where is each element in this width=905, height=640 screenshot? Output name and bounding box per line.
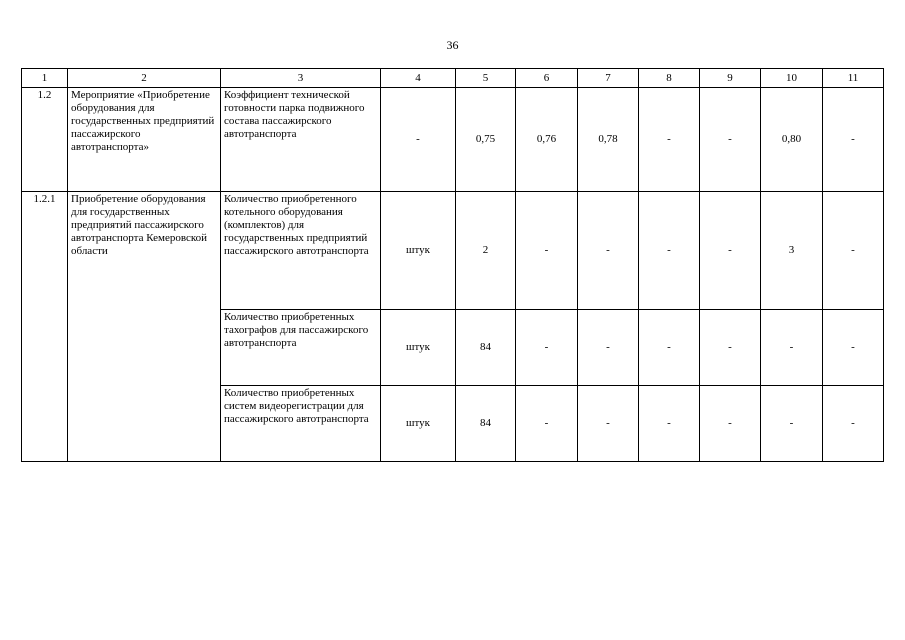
table-row: [22, 192, 884, 310]
header-row: [22, 69, 884, 88]
header-cell: 9: [700, 69, 761, 88]
value-cell: -: [823, 88, 884, 192]
value-cell: 0,78: [578, 88, 639, 192]
value-cell: -: [578, 386, 639, 462]
indicator-name: Количество приобретенных тахографов для пассажирского автотранспорта: [221, 310, 381, 386]
measure-name: Приобретение оборудования для государственных предприятий пассажирского автотранспорта Кемеровской области: [68, 192, 221, 462]
value-cell: -: [639, 310, 700, 386]
unit-cell: штук: [381, 386, 456, 462]
unit-cell: штук: [381, 192, 456, 310]
value-cell: -: [578, 310, 639, 386]
header-cell: 6: [516, 69, 578, 88]
indicator-name: Количество приобретенных систем видеорегистрации для пассажирского автотранспорта: [221, 386, 381, 462]
page-number: 36: [446, 38, 459, 52]
value-cell: -: [639, 192, 700, 310]
value-cell: -: [761, 386, 823, 462]
value-cell: -: [639, 88, 700, 192]
value-cell: -: [516, 386, 578, 462]
value-cell: -: [639, 386, 700, 462]
value-cell: 3: [761, 192, 823, 310]
measure-name: Мероприятие «Приобретение оборудования для государственных предприятий пассажирского автотранспорта»: [68, 88, 221, 192]
table-row: [22, 88, 884, 192]
header-cell: 5: [456, 69, 516, 88]
value-cell: -: [823, 192, 884, 310]
value-cell: -: [700, 192, 761, 310]
header-cell: 7: [578, 69, 639, 88]
value-cell: -: [700, 88, 761, 192]
value-cell: -: [700, 386, 761, 462]
value-cell: 84: [456, 310, 516, 386]
header-cell: 11: [823, 69, 884, 88]
row-number: 1.2: [22, 88, 68, 192]
header-cell: 10: [761, 69, 823, 88]
unit-cell: штук: [381, 310, 456, 386]
indicator-name: Количество приобретенного котельного оборудования (комплектов) для государственных предприятий пассажирского автотранспорта: [221, 192, 381, 310]
header-cell: 1: [22, 69, 68, 88]
value-cell: 0,75: [456, 88, 516, 192]
header-cell: 4: [381, 69, 456, 88]
indicator-name: Коэффициент технической готовности парка подвижного состава пассажирского автотранспорта: [221, 88, 381, 192]
value-cell: 0,80: [761, 88, 823, 192]
value-cell: -: [516, 192, 578, 310]
value-cell: -: [823, 386, 884, 462]
value-cell: -: [516, 310, 578, 386]
header-cell: 2: [68, 69, 221, 88]
header-cell: 3: [221, 69, 381, 88]
value-cell: 84: [456, 386, 516, 462]
value-cell: -: [823, 310, 884, 386]
value-cell: -: [578, 192, 639, 310]
value-cell: 0,76: [516, 88, 578, 192]
header-cell: 8: [639, 69, 700, 88]
value-cell: -: [761, 310, 823, 386]
value-cell: 2: [456, 192, 516, 310]
row-number: 1.2.1: [22, 192, 68, 462]
unit-cell: -: [381, 88, 456, 192]
value-cell: -: [700, 310, 761, 386]
indicators-table: [21, 68, 884, 462]
